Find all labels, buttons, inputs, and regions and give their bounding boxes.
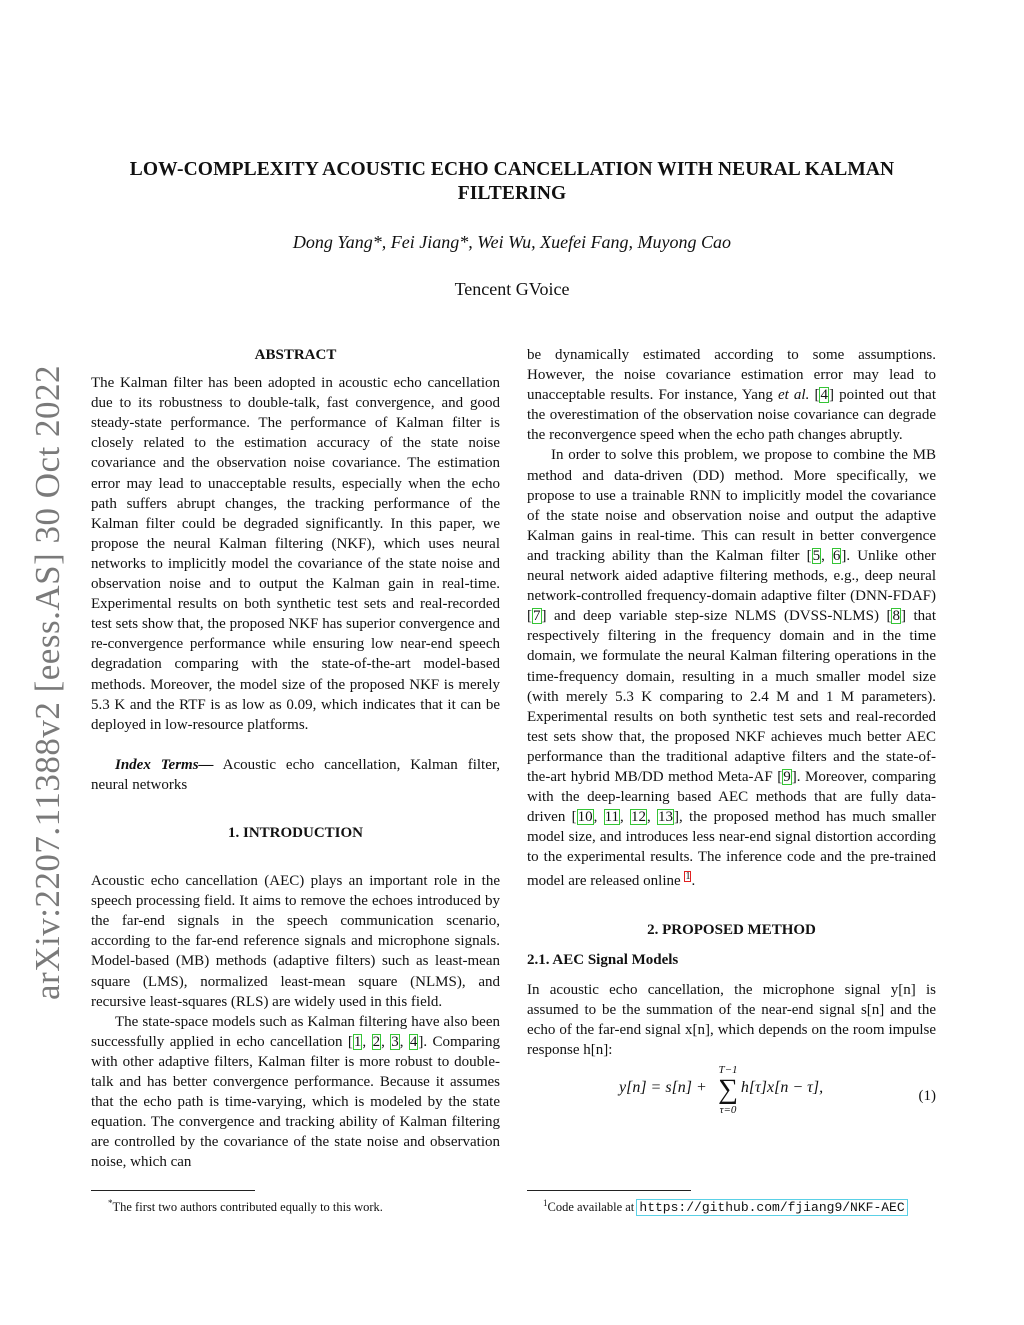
- citation-link[interactable]: 9: [783, 768, 791, 785]
- abstract-heading: ABSTRACT: [254, 347, 337, 363]
- right-paragraph-2: In order to solve this problem, we propose to combine the MB method and data-driven (DD) method. More specifically, we propose to use a trainable RNN to implicitly model the covariance of the state noise and observation noise and output the adaptive Kalman gains in real-time. This can result in better convergence and tracking ability than the Kalman filter [5, 6]. Unlike other neural network aided adaptive filtering methods, e.g., deep neural network-controlled frequency-domain adaptive filter (DNN-FDAF) [7] and deep variable step-size NLMS (DVSS-NLMS) [8] that respectively filtering in the frequency domain and in the time domain, we formulate the neural Kalman filtering operations in the time-frequency domain, resulting in a much smaller model size (with merely 5.3 K comparing to 2.4 M and 1 M parameters). Experimental results on both synthetic test sets and real-recorded test sets show that, the proposed NKF achieves much better AEC performance than the traditional adaptive filters and the state-of-the-art hybrid MB/DD method Meta-AF [9]. Moreover, comparing with the deep-learning based AEC methods that are fully data-driven [10, 11, 12, 13], the proposed method has much smaller model size, and introduces less near-end signal distortion according to the experimental results. The inference code and the pre-trained model are released online $^1$.: [527, 447, 937, 890]
- sum-lower-limit: τ=0: [719, 1104, 737, 1117]
- right-paragraph-1: be dynamically estimated according to some assumptions. However, the noise covariance estimation error may lead to unacceptable results. For instance, Yang et al. [4] pointed out that the overestimation of the observation noise covariance can degrade the reconvergence speed when the echo path changes abruptly.: [527, 347, 937, 444]
- arxiv-stamp: arXiv:2207.11388v2 [eess.AS] 30 Oct 2022: [28, 364, 67, 1000]
- citation-link[interactable]: 13: [658, 809, 674, 826]
- citation-link[interactable]: 12: [631, 809, 647, 826]
- footnote-left: [108, 1195, 383, 1215]
- citation-link[interactable]: 4: [820, 387, 828, 404]
- method-heading: 2. PROPOSED METHOD: [647, 921, 816, 938]
- summation-symbol: [713, 1064, 743, 1116]
- citation-link[interactable]: 10: [577, 809, 593, 826]
- right-p2-text-d: ] that respectively filtering in the frequency domain and in the time domain, we formulate the neural Kalman filtering operations in the time-frequency domain, resulting in a much smaller model size (with merely 5.3 K comparing to 2.4 M and 1 M parameters). Experimental results on both synthetic test sets and real-recorded test sets show that, the proposed NKF achieves much better AEC performance than the traditional adaptive filters and the state-of-the-art hybrid MB/DD method Meta-AF [: [527, 608, 936, 785]
- citation-link[interactable]: 2: [372, 1033, 381, 1050]
- citation-link[interactable]: 3: [391, 1033, 399, 1050]
- right-p2-text-a: In order to solve this problem, we propose to combine the MB method and data-driven (DD) method. More specifically, we propose to use a trainable RNN to implicitly model the covariance of the state noise and observation noise and output the adaptive Kalman gains in real-time. This can result in better convergence and tracking ability than the Kalman filter [: [527, 447, 936, 564]
- footnote-left-text: The first two authors contributed equally to this work.: [112, 1200, 383, 1215]
- equation-lhs: y[n] = s[n] +: [619, 1079, 707, 1097]
- equation-1: [527, 1064, 936, 1130]
- title-line-2: FILTERING: [457, 183, 567, 204]
- subsection-heading: 2.1. AEC Signal Models: [527, 951, 679, 968]
- abstract-text: The Kalman filter has been adopted in acoustic echo cancellation due to its robustness to double-talk, fast convergence, and good steady-state performance. The performance of Kalman filter is closely related to the estimation accuracy of the state noise covariance and the observation noise covariance. The estimation error may lead to unacceptable results, especially when the echo path suffers abrupt changes, the tracking performance of the Kalman filter could be degraded significantly. In this paper, we propose the neural Kalman filtering (NKF), which uses neural networks to implicitly model the covariance of the state noise and observation noise and to output the Kalman gain in real-time. Experimental results on both synthetic test sets and real-recorded test sets show that, the proposed NKF has superior convergence and re-convergence performance while ensuring low near-end speech degradation comparing with the state-of-the-art model-based methods. Moreover, the model size of the proposed NKF is merely 5.3 K and the RTF is as low as 0.09, which indicates that it can be deployed in low-resource platforms.: [91, 375, 500, 733]
- footnote-rule-left: [91, 1190, 255, 1191]
- et-al: et al.: [777, 387, 810, 404]
- intro-paragraph-1: Acoustic echo cancellation (AEC) plays an important role in the speech processing field. It aims to remove the echoes introduced by the far-end signals in the speech communication scenario, according to the far-end reference signals and microphone signals. Model-based (MB) methods (adaptive filters) such as least-mean square (LMS), normalized least-mean square (NLMS), and recursive least-squares (RLS) are widely used in this field.: [91, 873, 500, 1010]
- intro-paragraph-2: The state-space models such as Kalman filtering have also been successfully applied in echo cancellation [1, 2, 3, 4]. Comparing with other adaptive filters, Kalman filter is more robust to double-talk and has better convergence performance. Because it assumes that the echo path is time-varying, which is modeled by the state equation. The convergence and tracking ability of Kalman filtering are controlled by the covariance of the state noise and observation noise, which can: [91, 1013, 501, 1171]
- sum-upper-limit: T−1: [718, 1064, 738, 1077]
- sigma-glyph: ∑: [718, 1074, 738, 1106]
- citation-link[interactable]: 11: [604, 809, 620, 826]
- right-p2-text-c: ] and deep variable step-size NLMS (DVSS-NLMS) [: [541, 608, 892, 625]
- right-p2-text-e: ]. Moreover, comparing with the deep-learning based AEC methods that are fully data-driven [: [527, 768, 936, 826]
- citation-link[interactable]: 1: [353, 1033, 362, 1050]
- citation-link[interactable]: 8: [892, 608, 900, 625]
- equation-number: (1): [918, 1088, 936, 1105]
- footnote-rule-right: [527, 1190, 691, 1191]
- footnote-link[interactable]: 1: [685, 871, 691, 883]
- affiliation: Tencent GVoice: [454, 279, 570, 299]
- left-column: [91, 345, 500, 1172]
- code-url-link[interactable]: https://github.com/fjiang9/NKF-AEC: [639, 1200, 905, 1216]
- footnote-right-text: Code available at: [547, 1200, 638, 1215]
- paper-title: [110, 158, 914, 206]
- index-terms-text: Acoustic echo cancellation, Kalman filter, neural networks: [91, 756, 500, 793]
- footnote-right: [543, 1195, 907, 1216]
- footnote-mark: *: [108, 1198, 113, 1208]
- index-terms-label: Index Terms—: [115, 756, 214, 773]
- right-p2-text-b: ]. Unlike other neural network aided adaptive filtering methods, e.g., deep neural network-controlled frequency-domain adaptive filter (DNN-FDAF) [: [527, 547, 936, 625]
- intro-heading: 1. INTRODUCTION: [227, 824, 363, 841]
- right-p1-text-b: pointed out that the overestimation of the observation noise covariance can degrade the reconvergence speed when the echo path changes abruptly.: [527, 387, 937, 444]
- equation-rhs: h[τ]x[n − τ],: [740, 1079, 824, 1097]
- right-p1-text-a: be dynamically estimated according to some assumptions. However, the noise covariance estimation error may lead to unacceptable results. For instance, Yang: [527, 347, 936, 404]
- citation-link[interactable]: 4: [409, 1033, 418, 1050]
- citation-link[interactable]: 7: [533, 608, 541, 625]
- intro-p2-text-a: The state-space models such as Kalman filtering have also been successfully applied in echo cancellation [: [91, 1013, 500, 1050]
- intro-p2-text-b: ]. Comparing with other adaptive filters, Kalman filter is more robust to double-talk and has better convergence performance. Because it assumes that the echo path is time-varying, which is modeled by the state equation. The convergence and tracking ability of Kalman filtering are controlled by the covariance of the state noise and observation noise, which can: [91, 1033, 501, 1171]
- right-p2-text-f: ], the proposed method has much smaller model size, and introduces less near-end signal distortion according to the experimental results. The inference code and the pre-trained model are released online: [527, 809, 937, 890]
- right-column: [527, 345, 936, 1130]
- right-paragraph-3: In acoustic echo cancellation, the microphone signal y[n] is assumed to be the summation of the near-end signal s[n] and the echo of the far-end signal x[n], which depends on the room impulse response h[n]:: [527, 981, 936, 1058]
- title-line-1: LOW-COMPLEXITY ACOUSTIC ECHO CANCELLATION WITH NEURAL KALMAN: [129, 159, 895, 180]
- author-list: Dong Yang*, Fei Jiang*, Wei Wu, Xuefei Fang, Muyong Cao: [292, 232, 732, 252]
- citation-link[interactable]: 6: [832, 547, 841, 564]
- index-terms: [91, 755, 500, 795]
- footnote-mark: 1: [543, 1198, 548, 1208]
- right-p2-text-g: .: [691, 873, 696, 890]
- citation-link[interactable]: 5: [812, 547, 821, 564]
